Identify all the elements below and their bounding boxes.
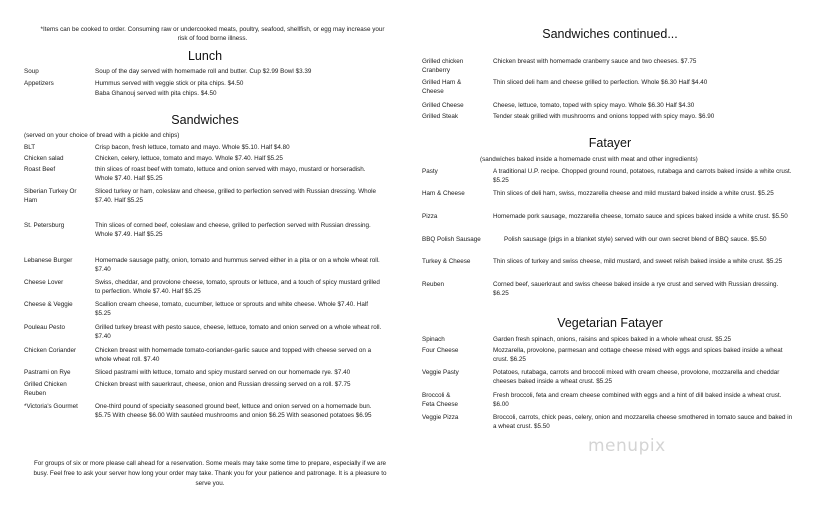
reservation-note: For groups of six or more please call ahead for a reservation. Some meals may take some time to prepare, especially if we are busy. Feel free to ask your server how long your order may take. Thank you for your patience and patronage. It is a pleasure to serve you. bbox=[33, 460, 387, 487]
item-name: St. Petersburg bbox=[24, 222, 65, 229]
item-desc: Broccoli, carrots, chick peas, celery, onion and mozzarella cheese smothered in tomato sauce and baked in a wheat crust. $5.50 bbox=[493, 414, 793, 430]
item-desc: A traditional U.P. recipe. Chopped ground round, potatoes, rutabaga and carrots baked inside a white crust. $5.25 bbox=[493, 168, 792, 184]
item-desc: Homemade sausage patty, onion, tomato and hummus served either in a pita or on a whole wheat roll. $7.40 bbox=[95, 257, 380, 273]
fatayer-subtitle: (sandwiches baked inside a homemade crust with meat and other ingredients) bbox=[480, 156, 698, 163]
item-name: Veggie Pasty bbox=[422, 369, 459, 376]
item-name: Cheese & Veggie bbox=[24, 301, 73, 308]
item-desc: thin slices of roast beef with tomato, lettuce and onion served with mayo, mustard or horseradish. Whole $7.40. Half $5.25 bbox=[95, 166, 366, 182]
item-desc: Baba Ghanouj served with pita chips. $4.50 bbox=[95, 90, 217, 97]
fatayer-heading: Fatayer bbox=[588, 136, 632, 150]
item-name: Grilled Ham & Cheese bbox=[422, 79, 462, 95]
item-desc: Soup of the day served with homemade roll and butter. Cup $2.99 Bowl $3.39 bbox=[95, 68, 312, 75]
sandwiches-continued-heading: Sandwiches continued... bbox=[542, 27, 678, 41]
item-desc: Chicken, celery, lettuce, tomato and mayo. Whole $7.40. Half $5.25 bbox=[95, 155, 283, 162]
item-name: BBQ Polish Sausage bbox=[422, 236, 481, 243]
item-name: Pizza bbox=[422, 213, 438, 220]
item-desc: Thin sliced deli ham and cheese grilled to perfection. Whole $6.30 Half $4.40 bbox=[493, 79, 708, 86]
item-desc: Polish sausage (pigs in a blanket style) served with our own secret blend of BBQ sauce. $5.50 bbox=[504, 236, 767, 243]
item-name: Chicken salad bbox=[24, 155, 64, 162]
item-desc: Cheese, lettuce, tomato, toped with spicy mayo. Whole $6.30 Half $4.30 bbox=[493, 102, 695, 109]
item-name: Grilled Steak bbox=[422, 113, 459, 120]
item-name: BLT bbox=[24, 144, 36, 151]
item-name: Pastrami on Rye bbox=[24, 369, 71, 376]
item-name: Veggie Pizza bbox=[422, 414, 459, 421]
item-name: Chicken Coriander bbox=[24, 347, 77, 354]
item-desc: Grilled turkey breast with pesto sauce, cheese, lettuce, tomato and onion served on a whole wheat roll. $7.40 bbox=[95, 324, 382, 340]
item-desc: Corned beef, sauerkraut and swiss cheese baked inside a rye crust and served with Russian dressing. $6.25 bbox=[493, 281, 779, 297]
lunch-heading: Lunch bbox=[187, 49, 223, 63]
item-name: Pouleau Pesto bbox=[24, 324, 65, 331]
item-desc: Mozzarella, provolone, parmesan and cottage cheese mixed with eggs and spices baked inside a wheat crust. $6.25 bbox=[493, 347, 783, 363]
item-desc: Chicken breast with homemade tomato-coriander-garlic sauce and topped with cheese served on a whole wheat roll. $7.40 bbox=[95, 347, 372, 363]
item-desc: Crisp bacon, fresh lettuce, tomato and mayo. Whole $5.10. Half $4.80 bbox=[95, 144, 290, 151]
item-name: Lebanese Burger bbox=[24, 257, 73, 264]
sandwiches-subtitle: (served on your choice of bread with a pickle and chips) bbox=[24, 132, 180, 139]
item-desc: Potatoes, rutabaga, carrots and broccoli mixed with cream cheese, provolone, mozzarella and cheddar cheeses baked inside a wheat crust. $5.25 bbox=[493, 369, 780, 385]
item-name: Spinach bbox=[422, 336, 445, 343]
item-desc: Thin slices of corned beef, coleslaw and cheese, grilled to perfection served with Russian dressing. Whole $7.49. Half $5.25 bbox=[95, 222, 371, 238]
item-name: Cheese Lover bbox=[24, 279, 64, 286]
item-name: Broccoli & Feta Cheese bbox=[422, 392, 459, 408]
item-name: Roast Beef bbox=[24, 166, 56, 173]
item-name: Grilled chicken Cranberry bbox=[422, 58, 464, 74]
item-desc: Homemade pork sausage, mozzarella cheese, tomato sauce and spices baked inside a white crust. $5.50 bbox=[493, 213, 788, 220]
item-desc: Thin slices of deli ham, swiss, mozzarella cheese and mild mustard baked inside a white crust. $5.25 bbox=[493, 190, 774, 197]
sandwiches-heading: Sandwiches bbox=[171, 113, 239, 127]
item-name: Soup bbox=[24, 68, 39, 75]
item-desc: Hummus served with veggie stick or pita chips. $4.50 bbox=[95, 80, 244, 87]
menupix-watermark: menupix bbox=[588, 436, 666, 456]
item-desc: Sliced turkey or ham, coleslaw and cheese, grilled to perfection served with Russian dressing. Whole $7.40. Half $5.25 bbox=[95, 188, 377, 204]
item-desc: Scallion cream cheese, tomato, cucumber, lettuce or sprouts and white cheese. Whole $7.40. Half $5.25 bbox=[95, 301, 369, 317]
item-desc: Swiss, cheddar, and provolone cheese, tomato, sprouts or lettuce, and a touch of spicy mustard grilled to perfection. Whole $7.40. Half $5.25 bbox=[95, 279, 380, 295]
item-desc: Fresh broccoli, feta and cream cheese combined with eggs and a hint of dill baked inside a wheat crust. $6.00 bbox=[493, 392, 782, 408]
item-name: *Victoria's Gourmet bbox=[24, 403, 78, 410]
item-name: Siberian Turkey Or Ham bbox=[24, 188, 77, 204]
item-name: Turkey & Cheese bbox=[422, 258, 471, 265]
item-desc: One-third pound of specialty seasoned ground beef, lettuce and onion served on a homemade bun. $5.75 With cheese $6.00 With sautéed mushrooms and onion $6.25 With seasoned potatoes $6.95 bbox=[95, 403, 372, 419]
vegetarian-fatayer-heading: Vegetarian Fatayer bbox=[557, 316, 663, 330]
food-safety-notice: *Items can be cooked to order. Consuming raw or undercooked meats, poultry, seafood, shellfish, or egg may increase your risk of food borne illness. bbox=[40, 26, 385, 42]
item-name: Grilled Cheese bbox=[422, 102, 464, 109]
item-name: Reuben bbox=[422, 281, 445, 288]
item-name: Appetizers bbox=[24, 80, 54, 87]
item-name: Four Cheese bbox=[422, 347, 459, 354]
item-desc: Tender steak grilled with mushrooms and onions topped with spicy mayo. $6.90 bbox=[493, 113, 715, 120]
item-desc: Garden fresh spinach, onions, raisins and spices baked in a whole wheat crust. $5.25 bbox=[493, 336, 732, 343]
item-desc: Thin slices of turkey and swiss cheese, mild mustard, and sweet relish baked inside a white crust. $5.25 bbox=[493, 258, 783, 265]
item-desc: Sliced pastrami with lettuce, tomato and spicy mustard served on our homemade rye. $7.40 bbox=[95, 369, 351, 376]
item-desc: Chicken breast with homemade cranberry sauce and two cheeses. $7.75 bbox=[493, 58, 697, 65]
item-name: Ham & Cheese bbox=[422, 190, 465, 197]
item-name: Pasty bbox=[422, 168, 438, 175]
item-name: Grilled Chicken Reuben bbox=[24, 381, 67, 397]
item-desc: Chicken breast with sauerkraut, cheese, onion and Russian dressing served on a roll. $7.75 bbox=[95, 381, 351, 388]
